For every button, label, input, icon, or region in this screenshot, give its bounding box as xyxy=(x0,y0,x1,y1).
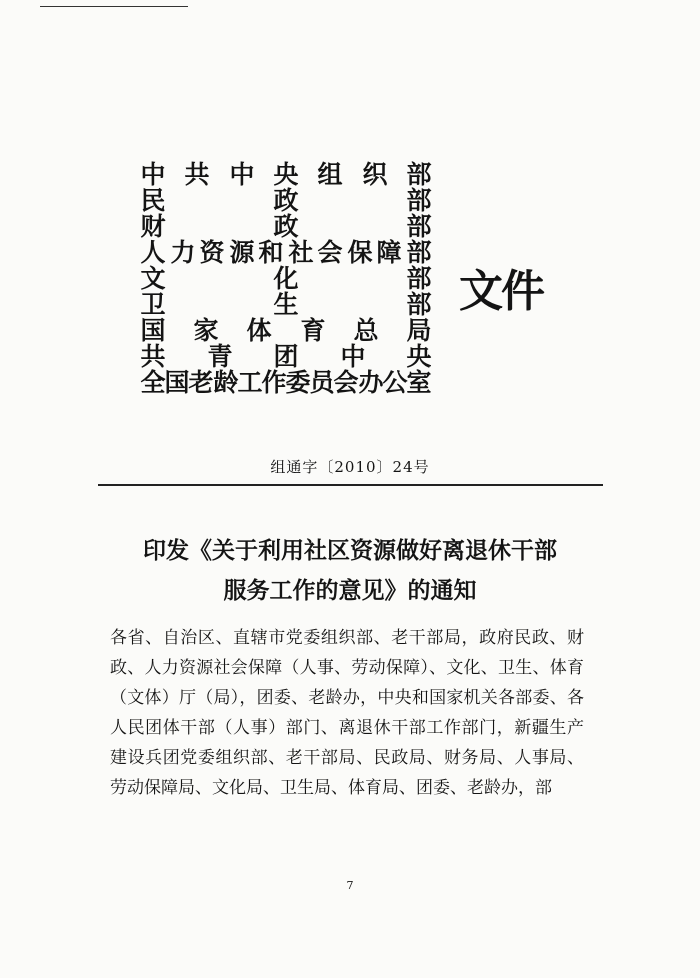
issuer-char: 社 xyxy=(288,238,314,267)
body-paragraph: 各省、自治区、直辖市党委组织部、老干部局，政府民政、财政、人力资源社会保障（人事、劳动保障）、文化、卫生、体育（文体）厅（局），团委、老龄办，中央和国家机关各部委、各人民团体干部（人事）部门、离退休干部工作部门，新疆生产建设兵团党委组织部、老干部局、民政局、财务局、人事局、劳动保障局、文化局、卫生局、体育局、团委、老龄办，部 xyxy=(110,628,584,798)
top-rule xyxy=(40,6,188,7)
issuer-char: 部 xyxy=(406,290,432,319)
document-number: 组通字〔2010〕24号 xyxy=(270,458,430,476)
issuer-row xyxy=(140,162,432,188)
issuer-row xyxy=(140,214,432,240)
issuer-char: 国 xyxy=(164,368,190,397)
issuer-char: 团 xyxy=(273,342,299,371)
issuer-char: 公 xyxy=(382,368,408,397)
issuer-char: 家 xyxy=(193,316,219,345)
issuer-char: 障 xyxy=(376,238,402,267)
issuer-char: 化 xyxy=(273,264,299,293)
issuer-row xyxy=(140,240,432,266)
issuer-char: 政 xyxy=(273,212,299,241)
issuer-char: 育 xyxy=(300,316,326,345)
issuer-char: 部 xyxy=(406,186,432,215)
issuer-char: 部 xyxy=(406,264,432,293)
issuer-char: 共 xyxy=(140,342,166,371)
issuer-char: 中 xyxy=(140,160,166,189)
issuer-row xyxy=(140,266,432,292)
issuer-char: 部 xyxy=(406,212,432,241)
issuer-char: 保 xyxy=(347,238,373,267)
issuer-char: 组 xyxy=(317,160,343,189)
issuer-char: 生 xyxy=(273,290,299,319)
issuing-authorities xyxy=(140,162,432,396)
page-number: 7 xyxy=(346,879,354,892)
issuer-char: 会 xyxy=(333,368,359,397)
issuer-char: 工 xyxy=(237,368,263,397)
issuer-char: 和 xyxy=(258,238,284,267)
issuer-char: 办 xyxy=(358,368,384,397)
issuer-row xyxy=(140,188,432,214)
issuer-char: 民 xyxy=(140,186,166,215)
issuer-char: 力 xyxy=(170,238,196,267)
issuer-row xyxy=(140,344,432,370)
title-line-2: 服务工作的意见》的通知 xyxy=(223,578,477,604)
issuer-char: 全 xyxy=(140,368,166,397)
issuer-char: 人 xyxy=(140,238,166,267)
issuer-char: 部 xyxy=(406,238,432,267)
issuer-char: 政 xyxy=(273,186,299,215)
issuer-char: 作 xyxy=(261,368,287,397)
issuer-char: 共 xyxy=(184,160,210,189)
issuer-char: 文 xyxy=(140,264,166,293)
issuer-char: 央 xyxy=(406,342,432,371)
issuer-row xyxy=(140,318,432,344)
issuer-char: 国 xyxy=(140,316,166,345)
issuer-char: 央 xyxy=(273,160,299,189)
issuer-char: 员 xyxy=(309,368,335,397)
issuer-char: 局 xyxy=(406,316,432,345)
title-line-1: 印发《关于利用社区资源做好离退休干部 xyxy=(143,538,557,564)
issuer-row xyxy=(140,292,432,318)
issuer-char: 老 xyxy=(188,368,214,397)
issuer-char: 会 xyxy=(317,238,343,267)
issuer-char: 源 xyxy=(229,238,255,267)
issuer-char: 青 xyxy=(207,342,233,371)
document-label: 文件 xyxy=(459,266,543,317)
issuer-char: 室 xyxy=(406,368,432,397)
header-divider xyxy=(98,484,603,486)
issuer-char: 委 xyxy=(285,368,311,397)
issuer-char: 部 xyxy=(406,160,432,189)
issuer-char: 卫 xyxy=(140,290,166,319)
issuer-char: 中 xyxy=(340,342,366,371)
issuer-char: 织 xyxy=(362,160,388,189)
issuer-char: 龄 xyxy=(213,368,239,397)
issuer-char: 财 xyxy=(140,212,166,241)
issuer-char: 资 xyxy=(199,238,225,267)
notice-title xyxy=(0,531,700,611)
issuer-char: 体 xyxy=(246,316,272,345)
issuer-char: 总 xyxy=(353,316,379,345)
issuer-row xyxy=(140,370,432,396)
issuer-char: 中 xyxy=(229,160,255,189)
